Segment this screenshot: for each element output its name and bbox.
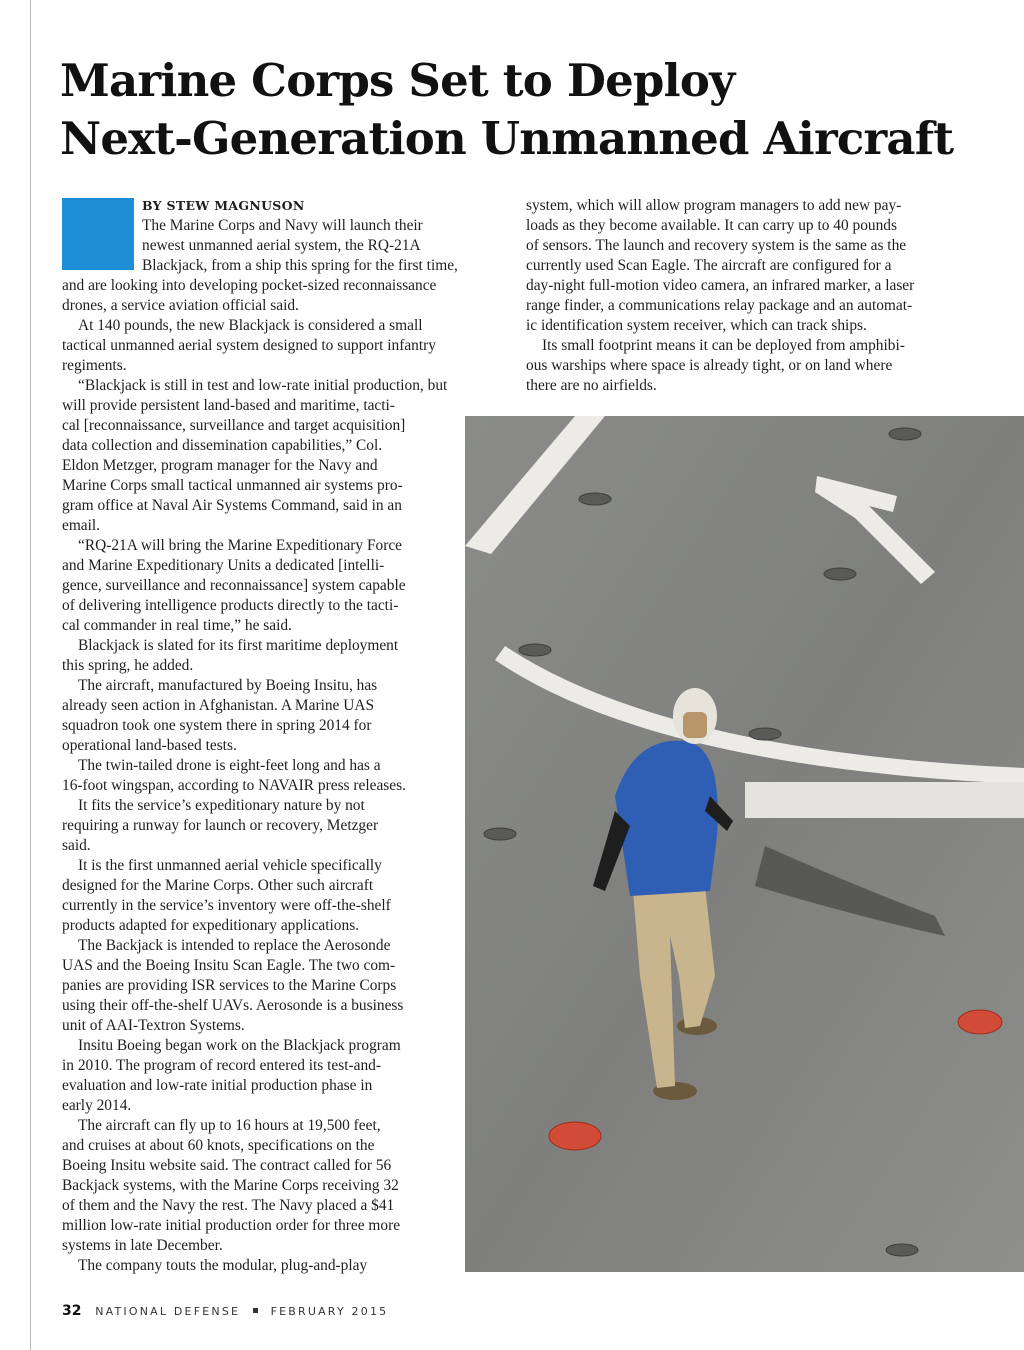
body-line: data collection and dissemination capabilities,” Col. — [62, 437, 383, 454]
body-line: newest unmanned aerial system, the RQ-21A — [142, 237, 421, 254]
body-line: currently in the service’s inventory were off-the-shelf — [62, 897, 391, 914]
body-line: UAS and the Boeing Insitu Scan Eagle. The two com- — [62, 957, 396, 974]
body-line: panies are providing ISR services to the Marine Corps — [62, 977, 397, 994]
body-line: currently used Scan Eagle. The aircraft are configured for a — [526, 257, 892, 274]
body-line: in 2010. The program of record entered its test-and- — [62, 1057, 381, 1074]
body-line: It fits the service’s expeditionary nature by not — [78, 797, 365, 814]
body-line: requiring a runway for launch or recovery, Metzger — [62, 817, 379, 834]
body-line: unit of AAI-Textron Systems. — [62, 1017, 245, 1034]
right-column — [526, 196, 914, 396]
body-line: of sensors. The launch and recovery system is the same as the — [526, 237, 907, 254]
body-line: million low-rate initial production order for three more — [62, 1217, 401, 1234]
body-line: of delivering intelligence products directly to the tacti- — [62, 597, 399, 614]
body-line: Eldon Metzger, program manager for the Navy and — [62, 457, 378, 474]
body-line: operational land-based tests. — [62, 737, 237, 754]
body-line: cal commander in real time,” he said. — [62, 617, 292, 634]
body-line: tactical unmanned aerial system designed to support infantry — [62, 337, 436, 354]
body-line: “RQ-21A will bring the Marine Expeditionary Force — [78, 537, 402, 554]
body-line: this spring, he added. — [62, 657, 194, 674]
headline — [60, 52, 1000, 168]
body-line: cal [reconnaissance, surveillance and target acquisition] — [62, 417, 406, 434]
page-margin-rule — [30, 0, 31, 1350]
body-line: Blackjack is slated for its first maritime deployment — [78, 637, 399, 654]
photo-illustration — [465, 416, 1024, 1272]
body-line: Blackjack, from a ship this spring for the first time, — [142, 257, 458, 274]
body-line: At 140 pounds, the new Blackjack is considered a small — [78, 317, 423, 334]
body-line: The company touts the modular, plug-and-play — [78, 1257, 368, 1274]
body-line: email. — [62, 517, 101, 534]
body-line: loads as they become available. It can carry up to 40 pounds — [526, 217, 897, 234]
left-column — [62, 196, 458, 1276]
page-footer — [62, 1303, 388, 1319]
body-line: Its small footprint means it can be deployed from amphibi- — [542, 337, 905, 354]
body-line: 16-foot wingspan, according to NAVAIR press releases. — [62, 777, 406, 794]
body-line: ic identification system receiver, which can track ships. — [526, 317, 867, 334]
body-line: day-night full-motion video camera, an infrared marker, a laser — [526, 277, 915, 294]
body-line: Marine Corps small tactical unmanned air systems pro- — [62, 477, 403, 494]
body-line: Insitu Boeing began work on the Blackjack program — [78, 1037, 401, 1054]
body-line: gram office at Naval Air Systems Command, said in an — [62, 497, 402, 514]
body-line: using their off-the-shelf UAVs. Aerosonde is a business — [62, 997, 404, 1014]
body-line: there are no airfields. — [526, 377, 657, 394]
body-line: systems in late December. — [62, 1237, 223, 1254]
body-line: gence, surveillance and reconnaissance] system capable — [62, 577, 406, 594]
body-line: Boeing Insitu website said. The contract called for 56 — [62, 1157, 392, 1174]
body-line: said. — [62, 837, 91, 854]
issue-date: FEBRUARY 2015 — [270, 1305, 389, 1318]
body-line: and Marine Expeditionary Units a dedicated [intelli- — [62, 557, 385, 574]
body-line: designed for the Marine Corps. Other such aircraft — [62, 877, 374, 894]
body-line: will provide persistent land-based and maritime, tacti- — [62, 397, 395, 414]
publication-name: NATIONAL DEFENSE — [95, 1305, 241, 1318]
body-line: “Blackjack is still in test and low-rate initial production, but — [78, 377, 448, 394]
byline: BY STEW MAGNUSON — [142, 198, 305, 213]
body-line: system, which will allow program managers to add new pay- — [526, 197, 902, 214]
body-line: The Marine Corps and Navy will launch their — [142, 217, 423, 234]
body-line: The aircraft, manufactured by Boeing Insitu, has — [78, 677, 378, 694]
body-line: evaluation and low-rate initial production phase in — [62, 1077, 373, 1094]
headline-line-1: Marine Corps Set to Deploy — [60, 54, 735, 107]
body-line: Backjack systems, with the Marine Corps receiving 32 — [62, 1177, 399, 1194]
body-line: ous warships where space is already tight, or on land where — [526, 357, 893, 374]
body-line: and cruises at about 60 knots, specifications on the — [62, 1137, 375, 1154]
body-line: drones, a service aviation official said. — [62, 297, 299, 314]
page-number: 32 — [62, 1303, 82, 1319]
body-line: It is the first unmanned aerial vehicle specifically — [78, 857, 382, 874]
body-line: products adapted for expeditionary applications. — [62, 917, 360, 934]
body-line: range finder, a communications relay package and an automat- — [526, 297, 913, 314]
body-line: and are looking into developing pocket-sized reconnaissance — [62, 277, 437, 294]
body-line: The aircraft can fly up to 16 hours at 19,500 feet, — [78, 1117, 381, 1134]
photo-flight-deck — [465, 416, 1024, 1272]
body-line: already seen action in Afghanistan. A Marine UAS — [62, 697, 375, 714]
headline-line-2: Next-Generation Unmanned Aircraft — [60, 112, 954, 165]
body-line: early 2014. — [62, 1097, 132, 1114]
body-line: The twin-tailed drone is eight-feet long and has a — [78, 757, 381, 774]
body-line: regiments. — [62, 357, 127, 374]
body-line: squadron took one system there in spring 2014 for — [62, 717, 372, 734]
body-line: The Backjack is intended to replace the Aerosonde — [78, 937, 391, 954]
body-line: of them and the Navy the rest. The Navy placed a $41 — [62, 1197, 395, 1214]
footer-separator — [253, 1308, 258, 1313]
